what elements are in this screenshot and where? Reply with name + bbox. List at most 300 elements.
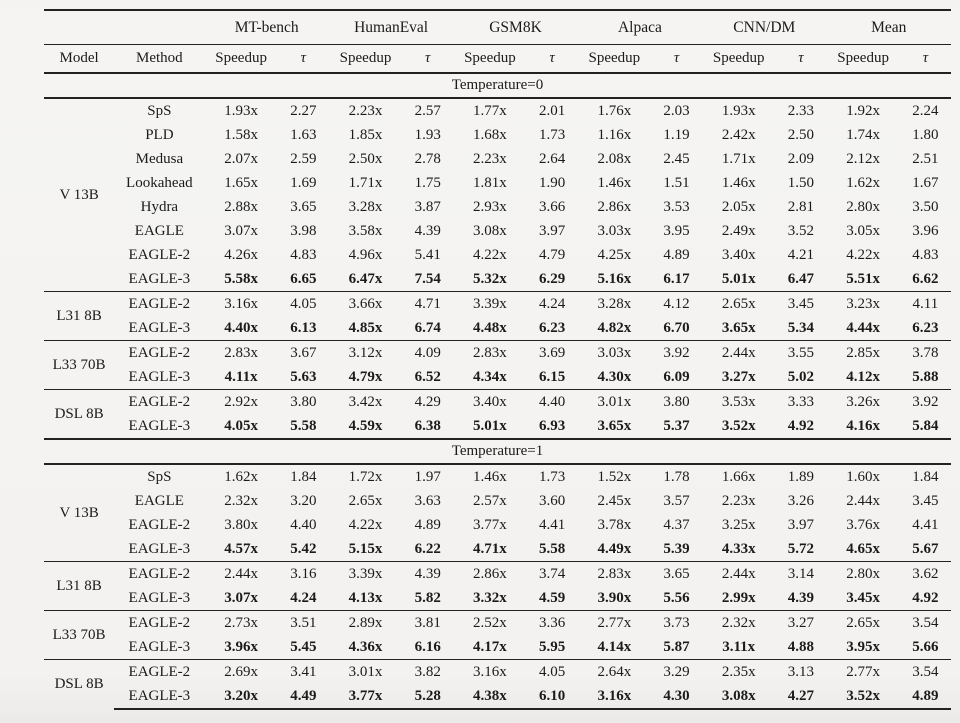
method-label: SpS	[114, 98, 204, 123]
table-row	[44, 219, 951, 243]
tau-value: 4.89	[414, 516, 441, 533]
speedup-value: 2.86x	[597, 198, 632, 215]
tau-value: 5.39	[663, 540, 690, 557]
speedup-value: 4.16x	[846, 417, 880, 434]
tau-value: 3.87	[414, 198, 441, 215]
tau-value: 5.02	[787, 368, 815, 385]
tau-value: 3.80	[651, 390, 702, 415]
speedup-value: 3.27x	[721, 368, 756, 385]
tau-value: 3.54	[900, 660, 951, 685]
tau-value: 3.16	[278, 562, 329, 587]
benchmark-header-alpaca: Alpaca	[578, 10, 702, 45]
speedup-value: 2.50x	[348, 150, 383, 167]
speedup-value: 4.96x	[348, 246, 383, 263]
speedup-value: 4.05x	[224, 417, 258, 434]
speedup-value: 4.57x	[224, 540, 258, 557]
tau-value: 3.65	[651, 562, 702, 587]
table-row	[44, 123, 951, 147]
speedup-value: 2.65x	[827, 611, 900, 636]
speedup-value: 1.93x	[205, 98, 278, 123]
tau-value: 4.39	[414, 222, 441, 239]
table-row	[44, 171, 951, 195]
tau-value: 3.66	[538, 198, 566, 215]
speedup-column-header: Speedup	[215, 50, 267, 67]
tau-value: 3.41	[278, 660, 329, 685]
tau-value: 6.52	[414, 368, 441, 385]
tau-value: 5.58	[538, 540, 566, 557]
tau-value: 6.16	[414, 638, 441, 655]
tau-value: 3.20	[290, 492, 317, 509]
tau-value: 3.13	[775, 660, 826, 685]
tau-value: 3.78	[900, 341, 951, 366]
tau-value: 3.81	[402, 611, 453, 636]
speedup-column-header: Speedup	[588, 50, 641, 67]
tau-value: 3.97	[787, 516, 815, 533]
speedup-value: 2.35x	[702, 660, 775, 685]
speedup-value: 4.85x	[348, 319, 383, 336]
tau-value: 3.92	[651, 341, 702, 366]
tau-value: 5.45	[290, 638, 317, 655]
speedup-value: 3.16x	[578, 684, 651, 709]
speedup-value: 3.03x	[578, 341, 651, 366]
speedup-value: 3.16x	[453, 660, 526, 685]
table-row	[44, 341, 951, 366]
tau-value: 1.51	[663, 174, 690, 191]
tau-value: 2.64	[538, 150, 566, 167]
speedup-value: 2.08x	[597, 150, 632, 167]
tau-value: 5.37	[663, 417, 690, 434]
tau-value: 3.95	[663, 222, 690, 239]
model-label: L33 70B	[44, 611, 114, 660]
speedup-value: 3.95x	[846, 638, 880, 655]
speedup-value: 2.83x	[453, 341, 526, 366]
speedup-value: 1.58x	[224, 126, 258, 143]
speedup-value: 3.90x	[597, 589, 632, 606]
table-row	[44, 635, 951, 660]
table-row	[44, 562, 951, 587]
table-row	[44, 513, 951, 537]
tau-value: 3.54	[900, 611, 951, 636]
speedup-value: 1.72x	[329, 464, 402, 489]
tau-value: 7.54	[414, 270, 441, 287]
speedup-value: 2.73x	[205, 611, 278, 636]
results-table	[44, 9, 951, 710]
speedup-value: 2.44x	[702, 341, 775, 366]
model-label: V 13B	[44, 98, 114, 292]
speedup-value: 1.66x	[702, 464, 775, 489]
tau-value: 6.47	[787, 270, 815, 287]
speedup-value: 2.80x	[846, 198, 880, 215]
speedup-value: 1.65x	[224, 174, 258, 191]
tau-value: 5.88	[912, 368, 939, 385]
tau-value: 3.27	[775, 611, 826, 636]
speedup-value: 3.40x	[721, 246, 756, 263]
tau-value: 3.62	[900, 562, 951, 587]
speedup-value: 6.47x	[348, 270, 383, 287]
speedup-value: 4.79x	[348, 368, 383, 385]
tau-value: 6.22	[414, 540, 441, 557]
speedup-value: 1.68x	[473, 126, 507, 143]
tau-value: 1.84	[278, 464, 329, 489]
speedup-value: 5.58x	[224, 270, 258, 287]
speedup-value: 4.40x	[224, 319, 258, 336]
tau-value: 5.87	[663, 638, 690, 655]
speedup-value: 2.44x	[205, 562, 278, 587]
method-label: EAGLE-2	[128, 246, 191, 263]
speedup-value: 3.52x	[827, 684, 900, 709]
tau-value: 5.42	[290, 540, 317, 557]
tau-value: 1.69	[290, 174, 317, 191]
table-row	[44, 489, 951, 513]
tau-column-header: τ	[300, 50, 306, 67]
tau-value: 2.51	[912, 150, 939, 167]
tau-value: 1.80	[912, 126, 939, 143]
tau-value: 4.05	[527, 660, 578, 685]
method-label: EAGLE-3	[128, 589, 191, 606]
table-row	[44, 586, 951, 611]
tau-value: 5.34	[787, 319, 815, 336]
speedup-value: 2.89x	[329, 611, 402, 636]
speedup-value: 1.92x	[827, 98, 900, 123]
method-label: EAGLE-2	[114, 660, 204, 685]
tau-value: 2.01	[527, 98, 578, 123]
model-label: L31 8B	[44, 292, 114, 341]
speedup-value: 3.08x	[473, 222, 507, 239]
speedup-value: 3.16x	[205, 292, 278, 317]
tau-value: 5.56	[663, 589, 690, 606]
speedup-value: 2.88x	[224, 198, 258, 215]
method-label: SpS	[114, 464, 204, 489]
tau-value: 5.41	[414, 246, 441, 263]
speedup-value: 3.28x	[578, 292, 651, 317]
tau-value: 4.41	[912, 516, 939, 533]
method-label: EAGLE	[134, 222, 184, 239]
speedup-value: 4.17x	[473, 638, 507, 655]
method-label: EAGLE-2	[114, 562, 204, 587]
tau-value: 6.23	[538, 319, 566, 336]
speedup-value: 3.20x	[205, 684, 278, 709]
speedup-value: 2.32x	[702, 611, 775, 636]
speedup-column-header: Speedup	[712, 50, 765, 67]
speedup-value: 5.01x	[473, 417, 507, 434]
speedup-value: 3.78x	[597, 516, 632, 533]
tau-column-header: τ	[549, 50, 555, 67]
tau-value: 3.55	[775, 341, 826, 366]
speedup-value: 4.14x	[597, 638, 632, 655]
tau-value: 2.59	[290, 150, 317, 167]
tau-value: 5.84	[912, 417, 939, 434]
tau-value: 3.45	[775, 292, 826, 317]
tau-value: 3.63	[414, 492, 441, 509]
speedup-value: 3.39x	[329, 562, 402, 587]
tau-value: 3.50	[912, 198, 939, 215]
speedup-value: 3.77x	[473, 516, 507, 533]
table-row	[44, 611, 951, 636]
table-row	[44, 464, 951, 489]
tau-value: 2.09	[787, 150, 815, 167]
speedup-value: 2.44x	[846, 492, 880, 509]
method-label: EAGLE-2	[128, 516, 191, 533]
tau-value: 1.84	[900, 464, 951, 489]
method-label: EAGLE	[134, 492, 184, 509]
speedup-value: 1.71x	[348, 174, 383, 191]
benchmark-header-humaneval: HumanEval	[329, 10, 453, 45]
speedup-value: 2.23x	[721, 492, 756, 509]
tau-value: 4.59	[538, 589, 566, 606]
speedup-value: 1.76x	[578, 98, 651, 123]
speedup-value: 1.46x	[597, 174, 632, 191]
tau-value: 3.69	[527, 341, 578, 366]
tau-value: 6.38	[414, 417, 441, 434]
speedup-value: 2.32x	[224, 492, 258, 509]
tau-value: 3.98	[290, 222, 317, 239]
speedup-value: 4.71x	[473, 540, 507, 557]
tau-value: 4.41	[538, 516, 566, 533]
tau-value: 5.58	[290, 417, 317, 434]
tau-value: 4.79	[538, 246, 566, 263]
speedup-value: 4.49x	[597, 540, 632, 557]
speedup-value: 4.22x	[348, 516, 383, 533]
speedup-value: 2.80x	[827, 562, 900, 587]
speedup-value: 3.66x	[329, 292, 402, 317]
tau-value: 6.10	[527, 684, 578, 709]
results-table-body	[44, 73, 951, 709]
tau-value: 1.73	[527, 464, 578, 489]
tau-value: 3.96	[912, 222, 939, 239]
speedup-value: 1.71x	[721, 150, 756, 167]
benchmark-header-row	[44, 10, 951, 45]
column-header-row	[44, 45, 951, 74]
speedup-value: 1.16x	[597, 126, 632, 143]
speedup-value: 2.45x	[597, 492, 632, 509]
speedup-value: 1.93x	[702, 98, 775, 123]
speedup-value: 4.44x	[846, 319, 880, 336]
speedup-value: 4.22x	[473, 246, 507, 263]
method-label: EAGLE-2	[114, 611, 204, 636]
tau-value: 6.62	[912, 270, 939, 287]
tau-value: 1.75	[414, 174, 441, 191]
speedup-value: 3.08x	[702, 684, 775, 709]
tau-value: 4.71	[402, 292, 453, 317]
tau-value: 2.33	[775, 98, 826, 123]
tau-value: 1.78	[651, 464, 702, 489]
tau-value: 3.65	[290, 198, 317, 215]
speedup-value: 4.82x	[597, 319, 632, 336]
model-label: DSL 8B	[44, 390, 114, 440]
tau-value: 6.23	[912, 319, 939, 336]
speedup-value: 1.60x	[827, 464, 900, 489]
speedup-value: 2.42x	[721, 126, 756, 143]
tau-value: 4.83	[912, 246, 939, 263]
speedup-value: 5.51x	[846, 270, 880, 287]
section-title: Temperature=1	[44, 439, 951, 464]
speedup-value: 2.93x	[473, 198, 507, 215]
method-label: EAGLE-2	[114, 390, 204, 415]
tau-column-header: τ	[798, 50, 804, 67]
benchmark-header-mean: Mean	[827, 10, 951, 45]
model-label: L33 70B	[44, 341, 114, 390]
speedup-value: 2.44x	[702, 562, 775, 587]
speedup-value: 1.62x	[846, 174, 880, 191]
method-label: Medusa	[135, 150, 184, 167]
method-label: EAGLE-3	[128, 368, 191, 385]
speedup-value: 2.77x	[578, 611, 651, 636]
speedup-value: 2.07x	[224, 150, 258, 167]
method-label: EAGLE-3	[114, 684, 204, 709]
speedup-value: 2.05x	[721, 198, 756, 215]
tau-value: 3.26	[787, 492, 815, 509]
speedup-value: 3.03x	[597, 222, 632, 239]
tau-column-header: τ	[673, 50, 680, 67]
speedup-value: 4.30x	[597, 368, 632, 385]
tau-value: 3.67	[278, 341, 329, 366]
method-label: EAGLE-3	[128, 540, 191, 557]
tau-value: 1.50	[787, 174, 815, 191]
table-row	[44, 98, 951, 123]
speedup-value: 4.34x	[473, 368, 507, 385]
speedup-value: 2.52x	[453, 611, 526, 636]
tau-value: 5.28	[402, 684, 453, 709]
speedup-value: 5.32x	[473, 270, 507, 287]
speedup-value: 1.62x	[205, 464, 278, 489]
speedup-column-header: Speedup	[837, 50, 889, 67]
speedup-value: 4.33x	[721, 540, 756, 557]
speedup-value: 4.26x	[224, 246, 258, 263]
paper-table-page	[0, 9, 960, 723]
speedup-column-header: Speedup	[464, 50, 516, 67]
tau-value: 3.51	[278, 611, 329, 636]
method-label: EAGLE-3	[128, 319, 191, 336]
speedup-value: 2.23x	[329, 98, 402, 123]
table-row	[44, 292, 951, 317]
speedup-value: 2.83x	[578, 562, 651, 587]
speedup-value: 5.16x	[597, 270, 632, 287]
speedup-value: 3.53x	[702, 390, 775, 415]
speedup-value: 3.65x	[721, 319, 756, 336]
method-label: EAGLE-3	[128, 417, 191, 434]
tau-value: 3.74	[527, 562, 578, 587]
tau-value: 3.60	[538, 492, 566, 509]
tau-value: 6.15	[538, 368, 566, 385]
speedup-value: 4.13x	[348, 589, 383, 606]
speedup-value: 3.65x	[597, 417, 632, 434]
speedup-value: 3.01x	[578, 390, 651, 415]
speedup-value: 4.11x	[224, 368, 258, 385]
tau-value: 2.78	[414, 150, 441, 167]
tau-value: 5.95	[538, 638, 566, 655]
table-row	[44, 147, 951, 171]
section-row	[44, 73, 951, 98]
tau-value: 4.21	[787, 246, 815, 263]
method-label: EAGLE-3	[128, 270, 191, 287]
speedup-value: 3.11x	[722, 638, 756, 655]
tau-value: 1.73	[538, 126, 566, 143]
tau-value: 5.66	[912, 638, 939, 655]
method-label: Lookahead	[126, 174, 193, 191]
tau-value: 3.29	[651, 660, 702, 685]
speedup-value: 1.81x	[473, 174, 507, 191]
speedup-value: 3.76x	[846, 516, 880, 533]
tau-value: 1.63	[290, 126, 317, 143]
tau-value: 4.89	[663, 246, 690, 263]
tau-value: 3.82	[402, 660, 453, 685]
tau-value: 3.53	[663, 198, 690, 215]
tau-value: 3.33	[775, 390, 826, 415]
tau-value: 3.80	[278, 390, 329, 415]
speedup-value: 3.52x	[721, 417, 756, 434]
speedup-value: 3.58x	[348, 222, 383, 239]
tau-value: 3.57	[663, 492, 690, 509]
tau-value: 4.27	[775, 684, 826, 709]
tau-value: 6.17	[663, 270, 690, 287]
speedup-value: 1.46x	[721, 174, 756, 191]
speedup-value: 4.36x	[348, 638, 383, 655]
model-label: V 13B	[44, 464, 114, 562]
speedup-value: 2.77x	[827, 660, 900, 685]
method-label: EAGLE-2	[114, 292, 204, 317]
speedup-value: 2.92x	[205, 390, 278, 415]
speedup-value: 3.39x	[453, 292, 526, 317]
method-label: EAGLE-3	[128, 638, 191, 655]
table-row	[44, 537, 951, 562]
tau-value: 2.24	[900, 98, 951, 123]
tau-value: 6.13	[290, 319, 317, 336]
speedup-value: 2.12x	[846, 150, 880, 167]
speedup-value: 4.48x	[473, 319, 507, 336]
table-row	[44, 195, 951, 219]
tau-value: 4.30	[651, 684, 702, 709]
table-row	[44, 365, 951, 390]
tau-value: 2.27	[278, 98, 329, 123]
tau-value: 4.11	[900, 292, 951, 317]
speedup-value: 2.64x	[578, 660, 651, 685]
tau-value: 1.90	[538, 174, 566, 191]
speedup-value: 4.65x	[846, 540, 880, 557]
tau-value: 2.57	[402, 98, 453, 123]
table-row	[44, 414, 951, 439]
tau-value: 3.73	[651, 611, 702, 636]
speedup-value: 3.40x	[453, 390, 526, 415]
tau-value: 1.67	[912, 174, 939, 191]
tau-value: 4.92	[912, 589, 939, 606]
method-label: PLD	[145, 126, 174, 143]
speedup-value: 3.96x	[224, 638, 258, 655]
tau-value: 2.45	[663, 150, 690, 167]
tau-value: 4.40	[290, 516, 317, 533]
tau-value: 5.67	[912, 540, 939, 557]
speedup-value: 4.12x	[846, 368, 880, 385]
tau-value: 5.72	[787, 540, 815, 557]
tau-value: 1.93	[414, 126, 441, 143]
benchmark-header-cnn-dm: CNN/DM	[702, 10, 826, 45]
tau-value: 3.92	[900, 390, 951, 415]
tau-value: 3.52	[787, 222, 815, 239]
speedup-value: 1.77x	[453, 98, 526, 123]
speedup-value: 3.05x	[846, 222, 880, 239]
model-label: DSL 8B	[44, 660, 114, 710]
speedup-value: 3.45x	[846, 589, 880, 606]
tau-value: 2.50	[787, 126, 815, 143]
tau-value: 4.40	[527, 390, 578, 415]
tau-value: 4.39	[787, 589, 815, 606]
table-row	[44, 660, 951, 685]
speedup-value: 3.07x	[224, 222, 258, 239]
tau-value: 4.83	[290, 246, 317, 263]
tau-value: 6.09	[663, 368, 690, 385]
speedup-value: 4.59x	[348, 417, 383, 434]
benchmark-header-mt-bench: MT-bench	[205, 10, 329, 45]
method-column-header: Method	[136, 50, 183, 67]
